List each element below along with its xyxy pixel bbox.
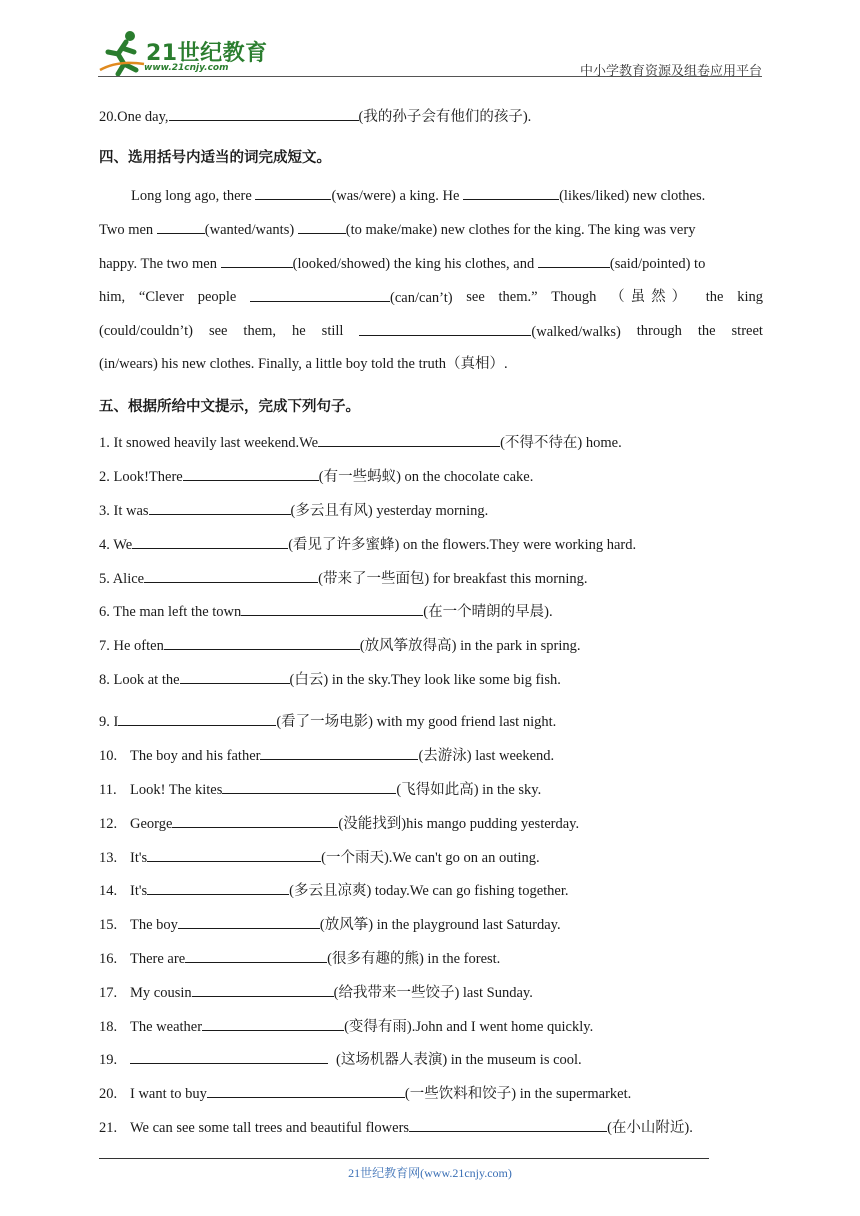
answer-blank[interactable]: [359, 321, 531, 336]
question-7: 7. He often (放风筝放得高) in the park in spring.: [99, 635, 763, 656]
footer-link[interactable]: 21世纪教育网(www.21cnjy.com): [348, 1166, 512, 1180]
passage-line-3: happy. The two men (looked/showed) the king his clothes, and (said/pointed) to: [99, 253, 763, 274]
question-16: 16. There are (很多有趣的熊) in the forest.: [99, 948, 763, 969]
question-14: 14. It's (多云且凉爽) today.We can go fishing together.: [99, 880, 763, 901]
answer-blank[interactable]: [149, 500, 291, 515]
answer-blank[interactable]: [147, 880, 289, 895]
question-10: 10. The boy and his father (去游泳) last weekend.: [99, 745, 763, 766]
answer-blank[interactable]: [463, 185, 559, 200]
passage-line-2: Two men (wanted/wants) (to make/make) new clothes for the king. The king was very: [99, 219, 763, 240]
answer-blank[interactable]: [202, 1016, 344, 1031]
answer-blank[interactable]: [147, 847, 321, 862]
question-17: 17. My cousin (给我带来一些饺子) last Sunday.: [99, 982, 763, 1003]
site-logo: [98, 30, 268, 76]
answer-blank[interactable]: [192, 982, 334, 997]
answer-blank[interactable]: [183, 466, 319, 481]
answer-blank[interactable]: [255, 185, 331, 200]
question-2: 2. Look!There (有一些蚂蚁) on the chocolate cake.: [99, 466, 763, 487]
answer-blank[interactable]: [538, 253, 610, 268]
section-5-title: 五、根据所给中文提示，完成下列句子。: [99, 399, 360, 415]
header-divider: [98, 76, 762, 77]
section-4-title: 四、选用括号内适当的词完成短文。: [99, 150, 331, 166]
answer-blank[interactable]: [132, 534, 288, 549]
runner-icon: [98, 30, 148, 76]
answer-blank[interactable]: [118, 711, 276, 726]
question-12: 12. George (没能找到)his mango pudding yesterday.: [99, 813, 763, 834]
answer-blank[interactable]: [241, 601, 423, 616]
question-3: 3. It was (多云且有风) yesterday morning.: [99, 500, 763, 521]
page-header: [98, 30, 762, 78]
answer-blank[interactable]: [157, 219, 205, 234]
answer-blank[interactable]: [144, 568, 318, 583]
platform-title: 中小学教育资源及组卷应用平台: [579, 64, 762, 79]
question-15: 15. The boy (放风筝) in the playground last Saturday.: [99, 914, 763, 935]
answer-blank[interactable]: [298, 219, 346, 234]
passage-line-4: him, “Clever people (can/can’t) see them.” Though （虽然） the king: [99, 289, 763, 306]
answer-blank[interactable]: [222, 779, 396, 794]
answer-blank[interactable]: [180, 669, 290, 684]
question-20-top: 20.One day, (我的孙子会有他们的孩子).: [99, 106, 763, 127]
question-4: 4. We (看见了许多蜜蜂) on the flowers.They were working hard.: [99, 534, 763, 555]
passage-line-5: (could/couldn’t) see them, he still (walked/walks) through the street: [99, 323, 763, 340]
question-20: 20. I want to buy (一些饮料和饺子) in the supermarket.: [99, 1083, 763, 1104]
logo-text: 21世纪教育: [146, 41, 268, 66]
answer-blank[interactable]: [164, 635, 360, 650]
answer-blank[interactable]: [207, 1083, 405, 1098]
question-18: 18. The weather (变得有雨).John and I went home quickly.: [99, 1016, 763, 1037]
logo-url: www.21cnjy.com: [144, 63, 229, 73]
answer-blank[interactable]: [409, 1117, 607, 1132]
footer-divider: [99, 1158, 709, 1159]
answer-blank[interactable]: [185, 948, 327, 963]
question-13: 13. It's (一个雨天).We can't go on an outing.: [99, 847, 763, 868]
passage-line-6: (in/wears) his new clothes. Finally, a little boy told the truth（真相）.: [99, 356, 508, 372]
answer-blank[interactable]: [318, 432, 500, 447]
passage-line-1: Long long ago, there (was/were) a king. He (likes/liked) new clothes.: [99, 185, 763, 206]
question-5: 5. Alice (带来了一些面包) for breakfast this morning.: [99, 568, 763, 589]
answer-blank[interactable]: [169, 106, 359, 121]
answer-blank[interactable]: [221, 253, 293, 268]
question-11: 11. Look! The kites (飞得如此高) in the sky.: [99, 779, 763, 800]
question-1: 1. It snowed heavily last weekend.We (不得不待在) home.: [99, 432, 763, 453]
answer-blank[interactable]: [250, 287, 390, 302]
answer-blank[interactable]: [172, 813, 338, 828]
answer-blank[interactable]: [260, 745, 418, 760]
question-6: 6. The man left the town (在一个晴朗的早晨).: [99, 601, 763, 622]
answer-blank[interactable]: [130, 1049, 328, 1064]
question-19: 19. (这场机器人表演) in the museum is cool.: [99, 1049, 763, 1070]
answer-blank[interactable]: [178, 914, 320, 929]
question-9: 9. I (看了一场电影) with my good friend last night.: [99, 711, 763, 732]
question-8: 8. Look at the (白云) in the sky.They look like some big fish.: [99, 669, 763, 690]
question-21: 21. We can see some tall trees and beautiful flowers (在小山附近).: [99, 1117, 763, 1138]
